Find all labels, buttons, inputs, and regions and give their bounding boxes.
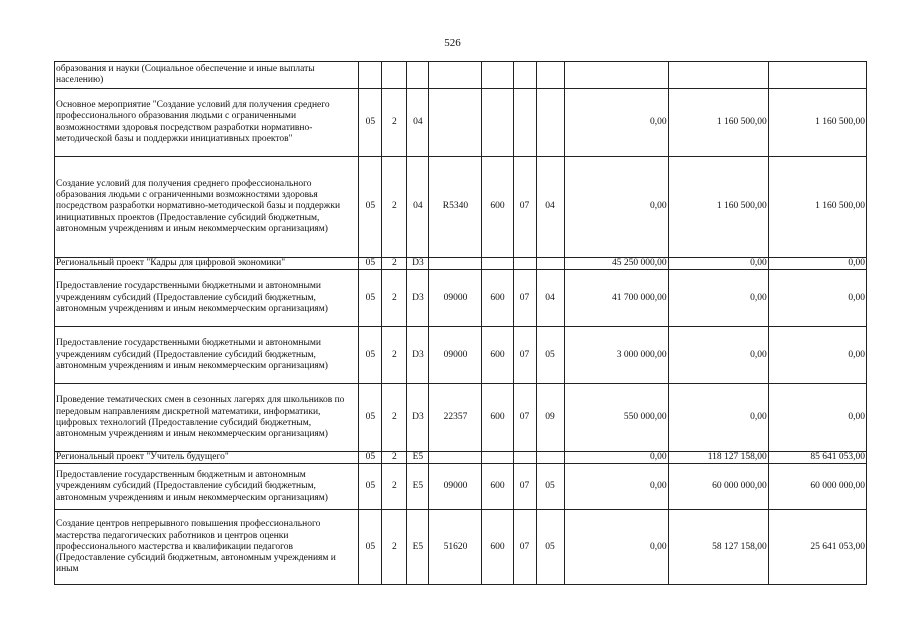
amount-cell: 85 641 053,00 <box>768 452 866 464</box>
code-cell: 2 <box>382 464 407 510</box>
code-cell <box>429 62 482 89</box>
code-cell <box>513 89 536 157</box>
row-name-cell: Создание центров непрерывного повышения профессионального мастерства педагогических работников и центров оценки профессионального мастерства и квалификации педагогов (Предоставление субсидий бюджетным, автономным учреждениям и иным <box>55 510 359 585</box>
code-cell: 04 <box>407 89 429 157</box>
code-cell: 2 <box>382 327 407 384</box>
code-cell: 09000 <box>429 464 482 510</box>
code-cell <box>429 452 482 464</box>
code-cell: 600 <box>482 464 513 510</box>
amount-cell: 0,00 <box>564 510 668 585</box>
amount-cell: 0,00 <box>768 384 866 452</box>
amount-cell: 0,00 <box>668 270 768 327</box>
code-cell: 600 <box>482 270 513 327</box>
code-cell: D3 <box>407 270 429 327</box>
code-cell <box>482 258 513 270</box>
amount-cell: 41 700 000,00 <box>564 270 668 327</box>
code-cell: 05 <box>359 384 382 452</box>
code-cell: 05 <box>536 464 564 510</box>
table-row <box>55 89 867 157</box>
amount-cell: 1 160 500,00 <box>668 89 768 157</box>
code-cell: 22357 <box>429 384 482 452</box>
code-cell: E5 <box>407 452 429 464</box>
table-row <box>55 327 867 384</box>
code-cell: 04 <box>536 157 564 258</box>
code-cell: 05 <box>359 452 382 464</box>
code-cell: 07 <box>513 510 536 585</box>
amount-cell: 1 160 500,00 <box>768 157 866 258</box>
code-cell: 05 <box>359 510 382 585</box>
code-cell: 2 <box>382 452 407 464</box>
code-cell <box>407 62 429 89</box>
row-name-cell: Региональный проект "Учитель будущего" <box>55 452 359 464</box>
code-cell: 05 <box>536 510 564 585</box>
code-cell: 05 <box>359 89 382 157</box>
table-row <box>55 157 867 258</box>
budget-table <box>54 61 867 585</box>
amount-cell: 0,00 <box>564 452 668 464</box>
code-cell: 07 <box>513 327 536 384</box>
code-cell: 09000 <box>429 270 482 327</box>
table-row <box>55 270 867 327</box>
amount-cell: 1 160 500,00 <box>768 89 866 157</box>
table-body <box>55 62 867 585</box>
code-cell <box>536 89 564 157</box>
amount-cell: 60 000 000,00 <box>768 464 866 510</box>
code-cell: 04 <box>536 270 564 327</box>
amount-cell: 0,00 <box>668 258 768 270</box>
code-cell: 09 <box>536 384 564 452</box>
code-cell <box>429 258 482 270</box>
code-cell: E5 <box>407 510 429 585</box>
row-name-cell: Предоставление государственным бюджетным и автономным учреждениям субсидий (Предоставление субсидий бюджетным, автономным учреждениям и иным некоммерческим организациям) <box>55 464 359 510</box>
code-cell: 600 <box>482 157 513 258</box>
code-cell: E5 <box>407 464 429 510</box>
row-name-cell: Создание условий для получения среднего профессионального образования людьми с ограниченными возможностями здоровья посредством разработки нормативно-методической базы и поддержки инициативных проектов (Предоставление субсидий бюджетным, автономным учреждениям и иным некоммерческим организациям) <box>55 157 359 258</box>
table-row <box>55 452 867 464</box>
amount-cell: 118 127 158,00 <box>668 452 768 464</box>
code-cell <box>359 62 382 89</box>
code-cell: 51620 <box>429 510 482 585</box>
code-cell: 600 <box>482 384 513 452</box>
row-name-cell: Предоставление государственными бюджетными и автономными учреждениям субсидий (Предоставление субсидий бюджетным, автономным учреждениям и иным некоммерческим организациям) <box>55 327 359 384</box>
code-cell: 2 <box>382 510 407 585</box>
amount-cell: 0,00 <box>668 384 768 452</box>
code-cell <box>482 62 513 89</box>
code-cell <box>536 258 564 270</box>
code-cell: 05 <box>359 157 382 258</box>
code-cell: 2 <box>382 384 407 452</box>
code-cell: 05 <box>359 258 382 270</box>
code-cell: 2 <box>382 270 407 327</box>
code-cell <box>429 89 482 157</box>
code-cell: D3 <box>407 327 429 384</box>
table-row <box>55 510 867 585</box>
amount-cell: 60 000 000,00 <box>668 464 768 510</box>
code-cell: 05 <box>536 327 564 384</box>
table-row <box>55 464 867 510</box>
code-cell: D3 <box>407 384 429 452</box>
row-name-cell: Предоставление государственными бюджетными и автономными учреждениям субсидий (Предоставление субсидий бюджетным, автономным учреждениям и иным некоммерческим организациям) <box>55 270 359 327</box>
code-cell <box>513 62 536 89</box>
code-cell <box>482 452 513 464</box>
code-cell: D3 <box>407 258 429 270</box>
amount-cell <box>564 62 668 89</box>
amount-cell: 0,00 <box>668 327 768 384</box>
amount-cell: 0,00 <box>768 258 866 270</box>
row-name-cell: Проведение тематических смен в сезонных лагерях для школьников по передовым направлениям дискретной математики, информатики, цифровых технологий (Предоставление субсидий бюджетным, автономным учреждениям и иным некоммерческим организациям) <box>55 384 359 452</box>
code-cell: 07 <box>513 157 536 258</box>
amount-cell: 0,00 <box>768 327 866 384</box>
amount-cell <box>668 62 768 89</box>
code-cell <box>513 452 536 464</box>
code-cell: 07 <box>513 270 536 327</box>
amount-cell: 550 000,00 <box>564 384 668 452</box>
code-cell: 600 <box>482 510 513 585</box>
code-cell <box>482 89 513 157</box>
row-name-cell: образования и науки (Социальное обеспечение и иные выплаты населению) <box>55 62 359 89</box>
code-cell <box>536 62 564 89</box>
code-cell: 2 <box>382 157 407 258</box>
amount-cell: 0,00 <box>564 464 668 510</box>
amount-cell: 1 160 500,00 <box>668 157 768 258</box>
code-cell: 09000 <box>429 327 482 384</box>
code-cell: 600 <box>482 327 513 384</box>
code-cell <box>513 258 536 270</box>
amount-cell: 45 250 000,00 <box>564 258 668 270</box>
code-cell: 07 <box>513 384 536 452</box>
code-cell: R5340 <box>429 157 482 258</box>
code-cell: 05 <box>359 327 382 384</box>
code-cell: 07 <box>513 464 536 510</box>
amount-cell: 58 127 158,00 <box>668 510 768 585</box>
amount-cell: 3 000 000,00 <box>564 327 668 384</box>
amount-cell: 0,00 <box>564 89 668 157</box>
code-cell: 05 <box>359 270 382 327</box>
code-cell: 04 <box>407 157 429 258</box>
table-row <box>55 62 867 89</box>
amount-cell <box>768 62 866 89</box>
page-number: 526 <box>444 37 461 49</box>
code-cell: 2 <box>382 258 407 270</box>
amount-cell: 0,00 <box>768 270 866 327</box>
code-cell <box>382 62 407 89</box>
code-cell: 2 <box>382 89 407 157</box>
table-row <box>55 384 867 452</box>
code-cell <box>536 452 564 464</box>
amount-cell: 25 641 053,00 <box>768 510 866 585</box>
table-row <box>55 258 867 270</box>
amount-cell: 0,00 <box>564 157 668 258</box>
code-cell: 05 <box>359 464 382 510</box>
row-name-cell: Основное мероприятие "Создание условий для получения среднего профессионального образования людьми с ограниченными возможностями здоровья посредством разработки нормативно-методической базы и поддержки инициативных проектов" <box>55 89 359 157</box>
row-name-cell: Региональный проект "Кадры для цифровой экономики" <box>55 258 359 270</box>
